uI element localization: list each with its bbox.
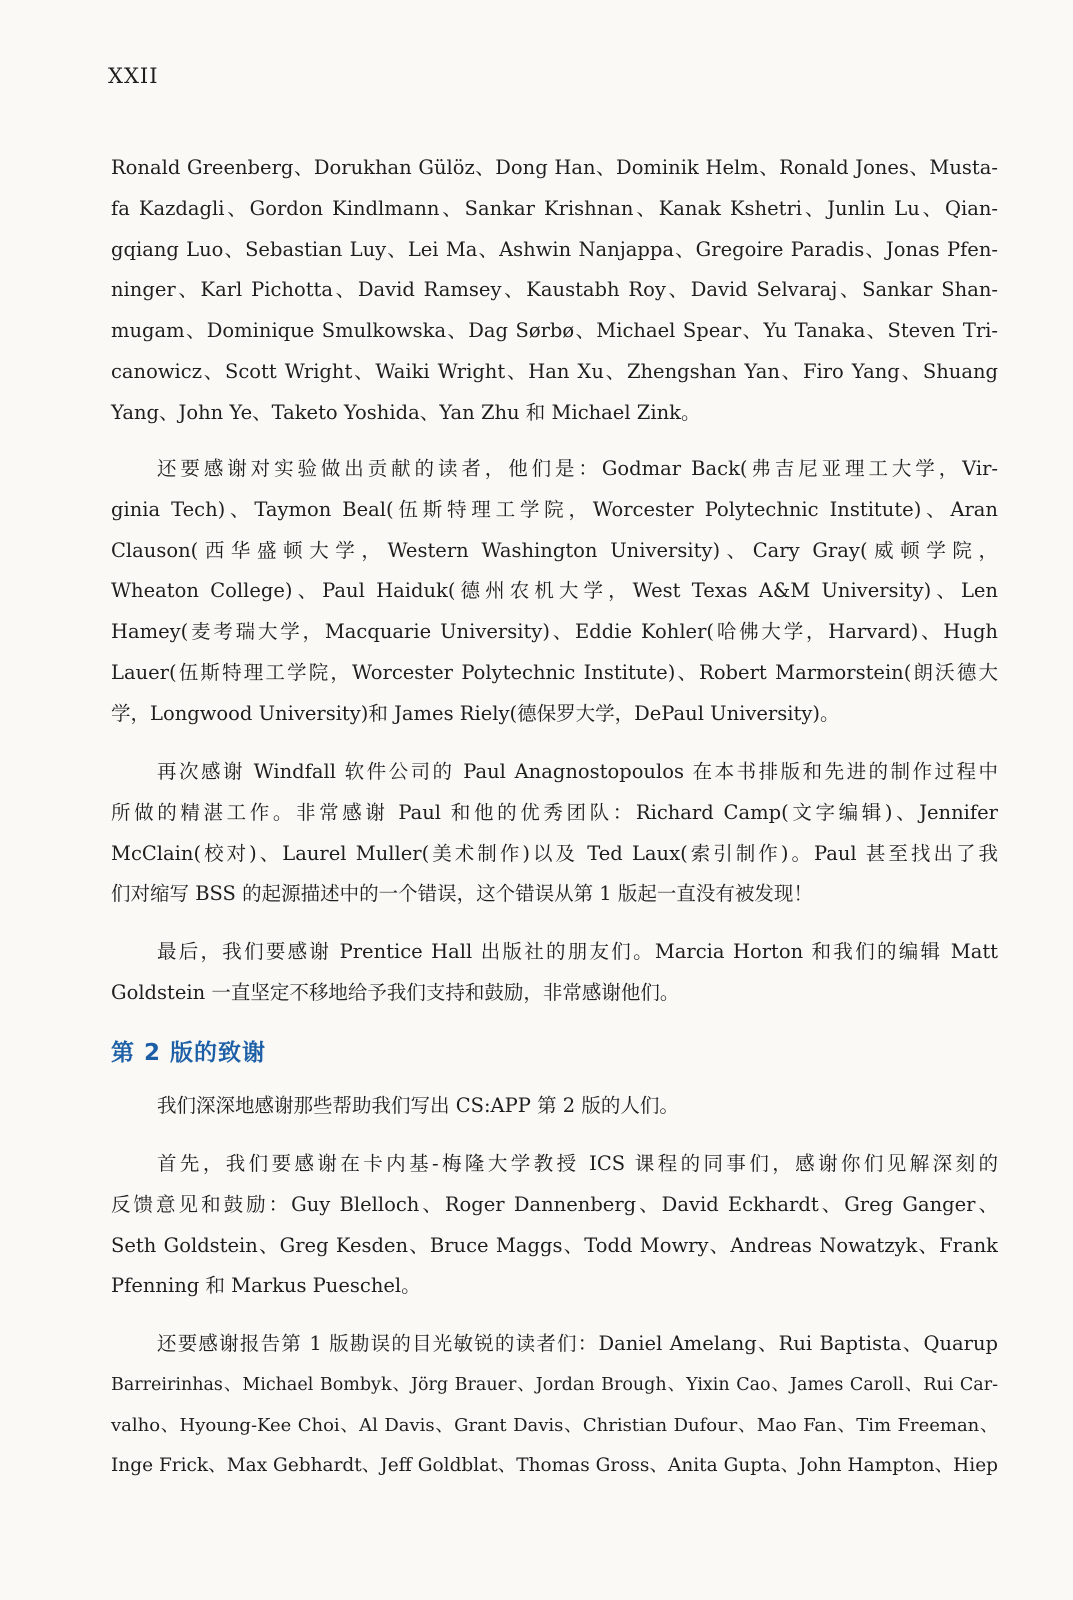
text-line: 我们深深地感谢那些帮助我们写出 CS:APP 第 2 版的人们。: [157, 1094, 679, 1117]
text-line: Barreirinhas、Michael Bombyk、Jörg Brauer、Jordan Brough、Yixin Cao、James Caroll、Rui Car-: [111, 1374, 998, 1395]
text-line: 最后，我们要感谢 Prentice Hall 出版社的朋友们。Marcia Horton 和我们的编辑 Matt: [157, 940, 998, 963]
text-line: Inge Frick、Max Gebhardt、Jeff Goldblat、Thomas Gross、Anita Gupta、John Hampton、Hiep: [111, 1455, 998, 1477]
text-line: Clauson(西华盛顿大学，Western Washington University)、Cary Gray(威顿学院，: [111, 538, 998, 562]
paragraph-errata-readers: [111, 1324, 998, 1487]
text-line: mugam、Dominique Smulkowska、Dag Sørbø、Michael Spear、Yu Tanaka、Steven Tri-: [111, 319, 998, 343]
text-line: valho、Hyoung-Kee Choi、Al Davis、Grant Davis、Christian Dufour、Mao Fan、Tim Freeman、: [111, 1414, 998, 1436]
paragraph-reader-names: [111, 148, 998, 434]
text-line: Goldstein 一直坚定不移地给予我们支持和鼓励，非常感谢他们。: [111, 980, 680, 1004]
text-line: 所做的精湛工作。非常感谢 Paul 和他的优秀团队：Richard Camp(文字编辑)、Jennifer: [111, 800, 998, 824]
paragraph-production-thanks: [111, 752, 998, 915]
text-line: Lauer(伍斯特理工学院，Worcester Polytechnic Institute)、Robert Marmorstein(朗沃德大: [111, 660, 998, 684]
text-line: McClain(校对)、Laurel Muller(美术制作)以及 Ted Laux(索引制作)。Paul 甚至找出了我: [111, 841, 998, 865]
text-line: 还要感谢对实验做出贡献的读者，他们是：Godmar Back(弗吉尼亚理工大学，Vir-: [157, 457, 998, 480]
paragraph-publisher-thanks: [111, 932, 998, 1014]
text-line: 再次感谢 Windfall 软件公司的 Paul Anagnostopoulos 在本书排版和先进的制作过程中: [157, 760, 998, 783]
paragraph-colleagues: [111, 1144, 998, 1307]
text-line: ginia Tech)、Taymon Beal(伍斯特理工学院，Worcester Polytechnic Institute)、Aran: [111, 497, 998, 521]
text-line: ninger、Karl Pichotta、David Ramsey、Kaustabh Roy、David Selvaraj、Sankar Shan-: [111, 278, 998, 302]
section-heading: 第 2 版的致谢: [111, 1040, 267, 1066]
text-line: Seth Goldstein、Greg Kesden、Bruce Maggs、Todd Mowry、Andreas Nowatzyk、Frank: [111, 1233, 998, 1257]
text-line: 首先，我们要感谢在卡内基-梅隆大学教授 ICS 课程的同事们，感谢你们见解深刻的: [157, 1152, 998, 1175]
paragraph-lab-contributors: [111, 449, 998, 735]
text-line: fa Kazdagli、Gordon Kindlmann、Sankar Krishnan、Kanak Kshetri、Junlin Lu、Qian-: [111, 196, 998, 220]
text-line: gqiang Luo、Sebastian Luy、Lei Ma、Ashwin Nanjappa、Gregoire Paradis、Jonas Pfen-: [111, 237, 998, 261]
text-line: Yang、John Ye、Taketo Yoshida、Yan Zhu 和 Michael Zink。: [111, 400, 701, 424]
text-line: 反馈意见和鼓励：Guy Blelloch、Roger Dannenberg、David Eckhardt、Greg Ganger、: [111, 1192, 998, 1216]
paragraph-second-edition-intro: [111, 1086, 998, 1127]
text-line: Pfenning 和 Markus Pueschel。: [111, 1274, 421, 1298]
text-line: 学，Longwood University)和 James Riely(德保罗大学，DePaul University)。: [111, 701, 840, 725]
text-line: Ronald Greenberg、Dorukhan Gülöz、Dong Han、Dominik Helm、Ronald Jones、Musta-: [111, 156, 998, 179]
text-line: canowicz、Scott Wright、Waiki Wright、Han Xu、Zhengshan Yan、Firo Yang、Shuang: [111, 359, 998, 383]
text-line: 们对缩写 BSS 的起源描述中的一个错误，这个错误从第 1 版起一直没有被发现！: [111, 882, 813, 906]
page-number: XXII: [108, 64, 159, 88]
text-line: Hamey(麦考瑞大学，Macquarie University)、Eddie Kohler(哈佛大学，Harvard)、Hugh: [111, 620, 998, 644]
text-line: Wheaton College)、Paul Haiduk(德州农机大学，West Texas A&M University)、Len: [111, 579, 998, 603]
text-line: 还要感谢报告第 1 版勘误的目光敏锐的读者们：Daniel Amelang、Rui Baptista、Quarup: [157, 1332, 998, 1355]
